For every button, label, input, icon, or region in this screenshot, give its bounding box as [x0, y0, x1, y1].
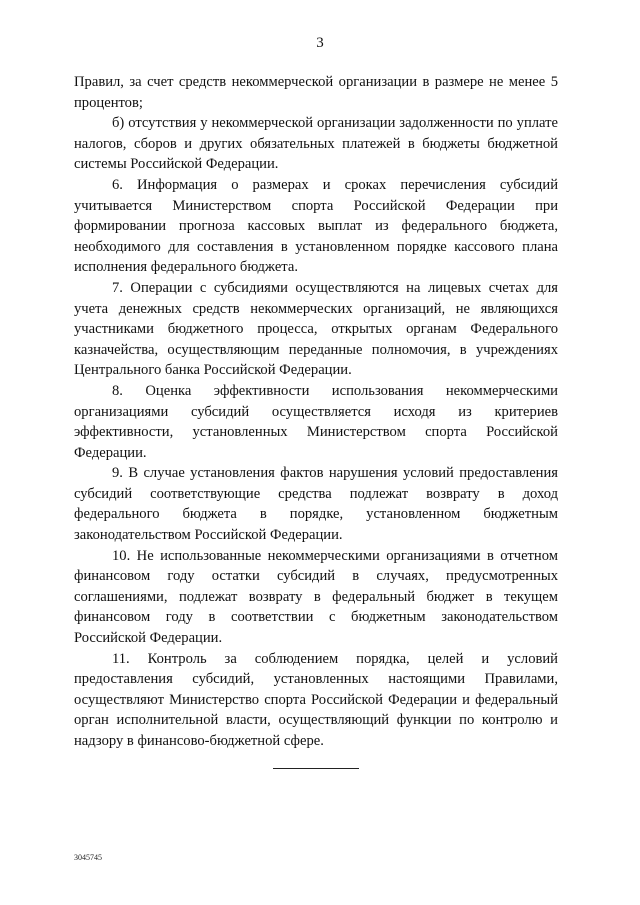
paragraph-item-8: 8. Оценка эффективности использования некоммерческими организациями субсидий осуществляется исходя из критериев эффективности, установленных Министерством спорта Российской Федерации. [74, 382, 558, 461]
document-code: 3045745 [74, 853, 102, 862]
paragraph-subitem-b: б) отсутствия у некоммерческой организации задолженности по уплате налогов, сборов и других обязательных платежей в бюджеты бюджетной системы Российской Федерации. [74, 115, 558, 173]
document-body [74, 72, 558, 752]
paragraph-item-9: 9. В случае установления фактов нарушения условий предоставления субсидий соответствующие средства подлежат возврату в доход федерального бюджета в порядке, установленном бюджетным законодательством Российской Федерации. [74, 465, 558, 544]
end-separator-line [273, 768, 359, 769]
paragraph-item-11: 11. Контроль за соблюдением порядка, целей и условий предоставления субсидий, установленных настоящими Правилами, осуществляют Министерство спорта Российской Федерации и федеральный орган исполнительной власти, осуществляющий функции по контролю и надзору в финансово-бюджетной сфере. [74, 650, 558, 749]
paragraph-continuation: Правил, за счет средств некоммерческой организации в размере не менее 5 процентов; [74, 74, 558, 111]
page-number: 3 [316, 35, 324, 51]
paragraph-item-7: 7. Операции с субсидиями осуществляются на лицевых счетах для учета денежных средств некоммерческих организаций, не являющихся участниками бюджетного процесса, открытых органам Федерального казначейства, осуществляющим переданные полномочия, в учреждениях Центрального банка Российской Федерации. [74, 279, 558, 379]
paragraph-item-10: 10. Не использованные некоммерческими организациями в отчетном финансовом году остатки субсидий в случаях, предусмотренных соглашениями, подлежат возврату в федеральный бюджет в текущем финансовом году в соответствии с бюджетным законодательством Российской Федерации. [74, 547, 558, 647]
paragraph-item-6: 6. Информация о размерах и сроках перечисления субсидий учитывается Министерством спорта Российской Федерации при формировании прогноза кассовых выплат из федерального бюджета, необходимого для составления в установленном порядке кассового плана исполнения федерального бюджета. [74, 176, 558, 276]
